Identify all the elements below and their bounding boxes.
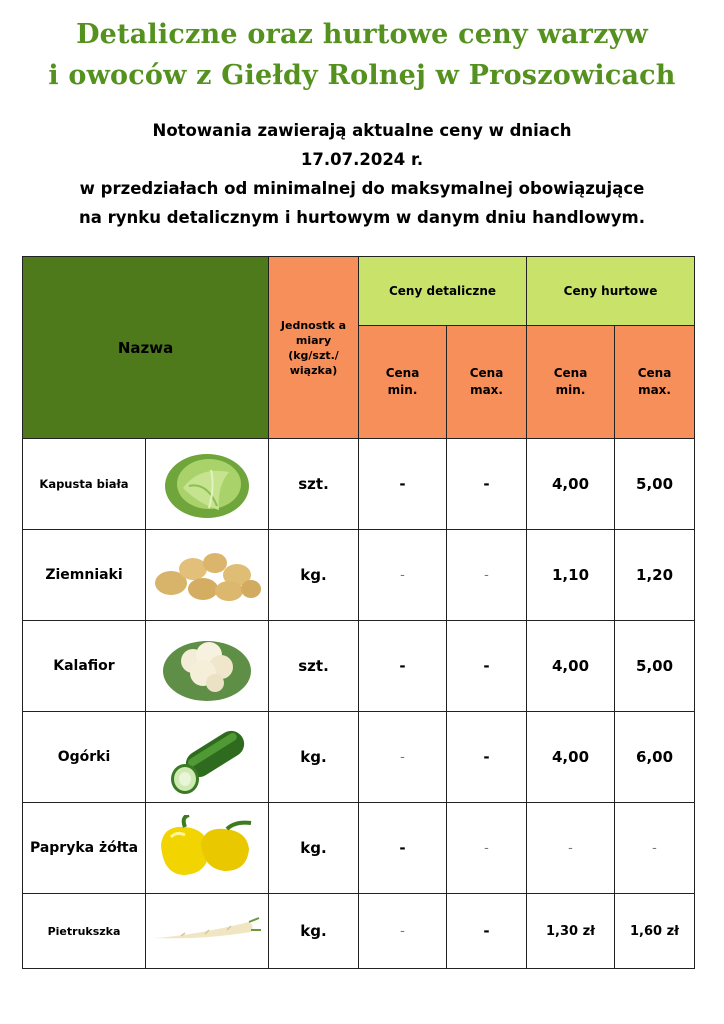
- parsley-root-icon: [151, 916, 263, 946]
- retail-min: -: [359, 894, 447, 969]
- retail-min: -: [359, 712, 447, 803]
- page-subtitle: [0, 116, 724, 232]
- table-row: [23, 803, 695, 894]
- retail-max: -: [447, 439, 527, 530]
- cucumber-icon: [165, 717, 249, 797]
- table-row: [23, 894, 695, 969]
- wholesale-min: 4,00: [527, 712, 615, 803]
- product-image: [146, 439, 269, 530]
- header-retail-min: Cena min.: [359, 326, 447, 439]
- cabbage-icon: [159, 446, 255, 522]
- wholesale-min: 4,00: [527, 439, 615, 530]
- product-name: Kapusta biała: [23, 439, 146, 530]
- header-retail-prices: Ceny detaliczne: [359, 257, 527, 326]
- subtitle-date: 17.07.2024 r.: [300, 150, 424, 169]
- wholesale-min: 1,30 zł: [527, 894, 615, 969]
- product-image: [146, 894, 269, 969]
- retail-max: -: [447, 530, 527, 621]
- retail-min: -: [359, 439, 447, 530]
- wholesale-min: 1,10: [527, 530, 615, 621]
- wholesale-max: 6,00: [615, 712, 695, 803]
- unit: kg.: [269, 712, 359, 803]
- retail-min: -: [359, 621, 447, 712]
- table-row: [23, 530, 695, 621]
- header-retail-max: Cena max.: [447, 326, 527, 439]
- header-wholesale-prices: Ceny hurtowe: [527, 257, 695, 326]
- unit: kg.: [269, 803, 359, 894]
- product-name: Kalafior: [23, 621, 146, 712]
- product-name: Papryka żółta: [23, 803, 146, 894]
- table-row: [23, 439, 695, 530]
- product-name: Ogórki: [23, 712, 146, 803]
- header-name: Nazwa: [23, 257, 269, 439]
- header-wholesale-min: Cena min.: [527, 326, 615, 439]
- subtitle-line-4: na rynku detalicznym i hurtowym w danym dniu handlowym.: [78, 208, 646, 227]
- product-name: Pietrukszka: [23, 894, 146, 969]
- retail-max: -: [447, 621, 527, 712]
- product-image: [146, 621, 269, 712]
- product-name: Ziemniaki: [23, 530, 146, 621]
- retail-min: -: [359, 530, 447, 621]
- wholesale-min: 4,00: [527, 621, 615, 712]
- potatoes-icon: [151, 545, 263, 605]
- unit: szt.: [269, 439, 359, 530]
- wholesale-max: 5,00: [615, 621, 695, 712]
- table-row: [23, 621, 695, 712]
- unit: kg.: [269, 894, 359, 969]
- retail-max: -: [447, 712, 527, 803]
- page-title: [0, 14, 724, 96]
- header-wholesale-max: Cena max.: [615, 326, 695, 439]
- price-table: [22, 256, 695, 969]
- retail-min: -: [359, 803, 447, 894]
- wholesale-max: 1,60 zł: [615, 894, 695, 969]
- subtitle-line-3: w przedziałach od minimalnej do maksymalnej obowiązujące: [79, 179, 645, 198]
- wholesale-max: 5,00: [615, 439, 695, 530]
- unit: kg.: [269, 530, 359, 621]
- wholesale-max: 1,20: [615, 530, 695, 621]
- cauliflower-icon: [159, 629, 255, 703]
- subtitle-line-1: Notowania zawierają aktualne ceny w dniach: [152, 121, 572, 140]
- unit: szt.: [269, 621, 359, 712]
- product-image: [146, 530, 269, 621]
- product-image: [146, 712, 269, 803]
- title-line-1: Detaliczne oraz hurtowe ceny warzyw: [76, 19, 648, 50]
- retail-max: -: [447, 894, 527, 969]
- wholesale-max: -: [615, 803, 695, 894]
- product-image: [146, 803, 269, 894]
- title-line-2: i owoców z Giełdy Rolnej w Proszowicach: [48, 60, 676, 91]
- retail-max: -: [447, 803, 527, 894]
- header-unit: Jednostk a miary (kg/szt./ wiązka): [269, 257, 359, 439]
- yellow-pepper-icon: [155, 815, 259, 881]
- table-row: [23, 712, 695, 803]
- wholesale-min: -: [527, 803, 615, 894]
